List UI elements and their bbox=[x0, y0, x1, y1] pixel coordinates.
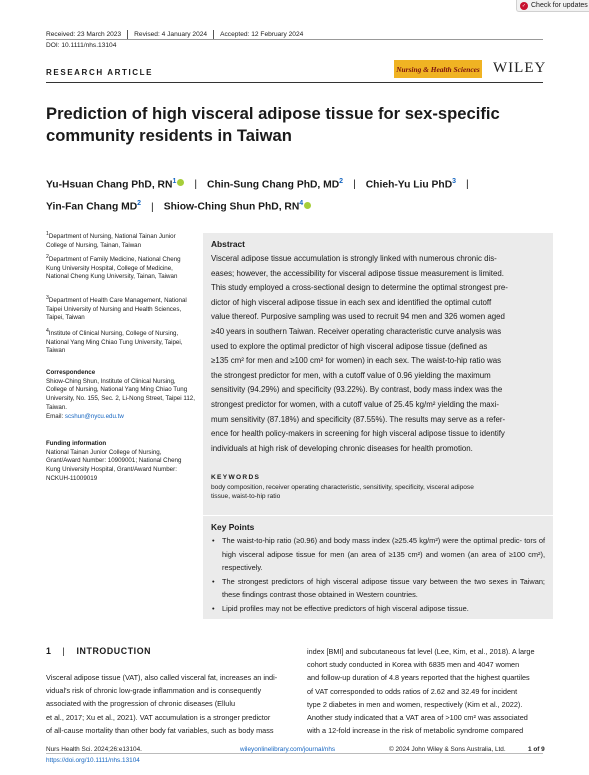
abstract-line: sensitivity (94.29%) and specificity (93.22%). By contrast, body mass index was the bbox=[211, 385, 503, 395]
author-name[interactable]: Yu-Hsuan Chang PhD, RN bbox=[46, 179, 173, 191]
affiliation-1 bbox=[46, 230, 196, 250]
journal-logo bbox=[394, 60, 482, 78]
author-divider: | bbox=[466, 179, 469, 191]
body-line: of VAT corresponded to odds ratios of 2.62 and 32.49 for incident bbox=[307, 686, 518, 696]
body-line: with a 12-fold increase in the risk of metabolic syndrome compared bbox=[307, 726, 524, 736]
author-divider: | bbox=[353, 179, 356, 191]
footer-citation: Nurs Health Sci. 2024;26:e13104. bbox=[46, 746, 142, 753]
affiliation-text: Department of Health Care Management, National Taipei University of Nursing and Health Sciences, Taipei, Taiwan bbox=[46, 297, 187, 322]
received-date: Received: 23 March 2023 bbox=[46, 31, 122, 38]
revised-date: Revised: 4 January 2024 bbox=[134, 31, 208, 38]
footer-journal-link[interactable]: wileyonlinelibrary.com/journal/nhs bbox=[240, 746, 336, 753]
author-affiliation-sup: 3 bbox=[452, 178, 457, 185]
funding-text: National Tainan Junior College of Nursing, Grant/Award Number: 10909001; National Cheng Kung University Hospital, Grant/Award Number: NCKUH-11009019 bbox=[46, 448, 182, 482]
author-name[interactable]: Chieh-Yu Liu PhD bbox=[365, 179, 453, 191]
keywords-line-1: body composition, receiver operating characteristic, sensitivity, specificity, visceral adipose bbox=[211, 484, 474, 491]
body-line: Visceral adipose tissue (VAT), also called visceral fat, increases an indi- bbox=[46, 673, 278, 682]
key-point-item: • The waist-to-hip ratio (≥0.96) and body mass index (≥25.45 kg/m²) were the optimal predic- tors of high visceral adipose tissue for men (an area of ≥135 cm²) and women (an area of ≥100 cm²), respectively. bbox=[211, 534, 545, 575]
author-affiliation-sup: 1 bbox=[172, 178, 177, 185]
author-divider: | bbox=[151, 201, 154, 213]
abstract-line: ≥135 cm² for men and ≥100 cm² for women) in each sex. The waist-to-hip ratio was bbox=[211, 356, 502, 366]
author-affiliation-sup: 4 bbox=[299, 200, 304, 208]
affiliation-4 bbox=[46, 327, 196, 356]
affiliation-2 bbox=[46, 253, 196, 282]
header-rule bbox=[46, 39, 543, 40]
footer-rule bbox=[46, 753, 543, 754]
abstract-line: used to explore the optimal predictor of high visceral adipose tissue (defined as bbox=[211, 341, 488, 351]
key-points-heading: Key Points bbox=[211, 522, 255, 532]
intro-left-column bbox=[46, 671, 289, 737]
check-for-updates-button[interactable] bbox=[516, 0, 589, 12]
orcid-icon[interactable] bbox=[304, 202, 311, 209]
keywords bbox=[211, 474, 545, 501]
body-line: associated with the progression of chronic diseases (Ellulu bbox=[46, 699, 236, 709]
author-list bbox=[46, 172, 556, 217]
article-type: RESEARCH ARTICLE bbox=[46, 68, 154, 77]
author-name[interactable]: Chin-Sung Chang PhD, MD bbox=[207, 179, 340, 191]
section-number: 1 bbox=[46, 646, 52, 656]
keywords-heading: KEYWORDS bbox=[211, 474, 261, 481]
article-title bbox=[46, 103, 546, 147]
section-divider: | bbox=[62, 646, 66, 656]
abstract-line: value thereof. Purposive sampling was used to recruit 94 men and 326 women aged bbox=[211, 312, 505, 322]
author-affiliation-sup: 2 bbox=[339, 178, 344, 185]
abstract-line: mum sensitivity (87.18%) and specificity (87.55%). The results may serve as a refer- bbox=[211, 414, 506, 424]
page-number: 1 of 9 bbox=[528, 746, 545, 753]
body-line: of all-cause mortality than other body fat variables, such as body mass bbox=[46, 725, 274, 735]
body-line: index [BMI] and subcutaneous fat level (Lee, Kim, et al., 2018). A large bbox=[307, 647, 535, 656]
funding-heading: Funding information bbox=[46, 440, 107, 447]
article-dates bbox=[46, 30, 309, 39]
abstract-box bbox=[203, 233, 553, 619]
intro-right-column bbox=[307, 645, 543, 737]
body-line: et al., 2017; Xu et al., 2021). VAT accumulation is a stronger predictor bbox=[46, 712, 271, 722]
keywords-line-2: tissue, waist-to-hip ratio bbox=[211, 493, 281, 500]
title-line-2: community residents in Taiwan bbox=[46, 126, 292, 145]
footer-copyright: © 2024 John Wiley & Sons Australia, Ltd. bbox=[389, 746, 506, 753]
key-point-item: • Lipid profiles may not be effective predictors of high visceral adipose tissue. bbox=[211, 602, 545, 616]
key-points bbox=[211, 522, 545, 615]
body-line: type 2 diabetes in men and women, respectively (Kim et al., 2022). bbox=[307, 699, 523, 709]
author-name[interactable]: Shiow-Ching Shun PhD, RN bbox=[163, 201, 300, 213]
affiliation-text: Department of Nursing, National Tainan Junior College of Nursing, Tainan, Taiwan bbox=[46, 233, 176, 249]
publisher-logo: WILEY bbox=[493, 60, 547, 76]
header-rule-2 bbox=[46, 82, 543, 83]
correspondence-text: Shiow-Ching Shun, Institute of Clinical Nursing, College of Nursing, National Yang Ming Chiao Tung University, No. 155, Sec. 2, Li-Nong Street, Taipei 112, Taiwan. bbox=[46, 377, 195, 411]
affiliation-sup: 4 bbox=[46, 328, 49, 334]
abstract-line: ≥40 years in southern Taiwan. Receiver operating characteristic curve analysis was bbox=[211, 326, 502, 336]
abstract-line: the strongest predictor for men, with a cutoff value of 0.96 yielding the maximum bbox=[211, 370, 491, 380]
author-divider: | bbox=[194, 179, 198, 191]
abstract-line: individuals at high risk of developing chronic diseases for health promotion. bbox=[211, 443, 473, 453]
affiliation-text: Institute of Clinical Nursing, College of Nursing, National Yang Ming Chiao Tung University, Taipei, Taiwan bbox=[46, 330, 183, 355]
box-divider bbox=[203, 515, 553, 516]
doi: DOI: 10.1111/nhs.13104 bbox=[46, 42, 117, 49]
accepted-date: Accepted: 12 February 2024 bbox=[220, 31, 304, 38]
affiliation-sup: 3 bbox=[46, 295, 49, 301]
abstract-line: strongest predictor for women, with a cutoff value of 25.45 kg/m² yielding the maxi- bbox=[211, 399, 500, 409]
journal-logo-text: Nursing & Health Sciences bbox=[396, 64, 480, 74]
authors-line-2 bbox=[46, 194, 556, 216]
body-line: cohort study conducted in Korea with 6835 men and 4047 women bbox=[307, 660, 520, 670]
abstract bbox=[211, 239, 545, 456]
abstract-text bbox=[211, 252, 545, 456]
section-title: INTRODUCTION bbox=[76, 646, 152, 656]
abstract-line: eases; however, the accessibility for visceral adipose tissue measurement is limited. bbox=[211, 268, 504, 278]
body-line: Another study indicated that a VAT area of >100 cm² was associated bbox=[307, 713, 528, 723]
title-line-1: Prediction of high visceral adipose tissue for sex-specific bbox=[46, 104, 500, 123]
abstract-line: dictor of high visceral adipose tissue in each sex and identified the optimal cutoff bbox=[211, 297, 492, 307]
abstract-line: ence for health policy-makers in screening for high visceral adipose tissue to identify bbox=[211, 429, 505, 439]
footer-doi-link[interactable]: https://doi.org/10.1111/nhs.13104 bbox=[46, 757, 140, 764]
body-line: vidual's risk of chronic low-grade inflammation and is consequently bbox=[46, 686, 262, 696]
authors-line-1 bbox=[46, 172, 556, 194]
section-heading bbox=[46, 646, 151, 656]
affiliation-sup: 2 bbox=[46, 254, 49, 260]
funding-info bbox=[46, 440, 196, 484]
abstract-line: This study employed a cross-sectional design to determine the optimal strongest pre- bbox=[211, 283, 508, 293]
email-label: Email: bbox=[46, 412, 65, 420]
abstract-heading: Abstract bbox=[211, 239, 245, 249]
email-link[interactable]: scshun@nycu.edu.tw bbox=[64, 412, 124, 420]
author-affiliation-sup: 2 bbox=[137, 200, 142, 208]
key-point-item: • The strongest predictors of high visceral adipose tissue vary between the two sexes in Taiwan; these findings contrast those obtained in Western countries. bbox=[211, 575, 545, 602]
abstract-line: Visceral adipose tissue accumulation is strongly linked with numerous chronic dis- bbox=[211, 254, 497, 263]
key-points-list bbox=[211, 534, 545, 615]
check-updates-icon: ✓ bbox=[521, 2, 527, 9]
correspondence bbox=[46, 369, 196, 421]
affiliation-text: Department of Family Medicine, National Cheng Kung University Hospital, College of Medicine, National Cheng Kung University, Tainan, Taiwan bbox=[46, 256, 181, 281]
author-name[interactable]: Yin-Fan Chang MD bbox=[46, 201, 138, 213]
check-updates-label: Check for updates bbox=[531, 2, 588, 9]
affiliation-3 bbox=[46, 294, 196, 323]
correspondence-heading: Correspondence bbox=[46, 369, 96, 376]
affiliation-sup: 1 bbox=[46, 231, 49, 237]
body-line: and follow-up duration of 4.8 years reported that the highest quartiles bbox=[307, 673, 530, 683]
